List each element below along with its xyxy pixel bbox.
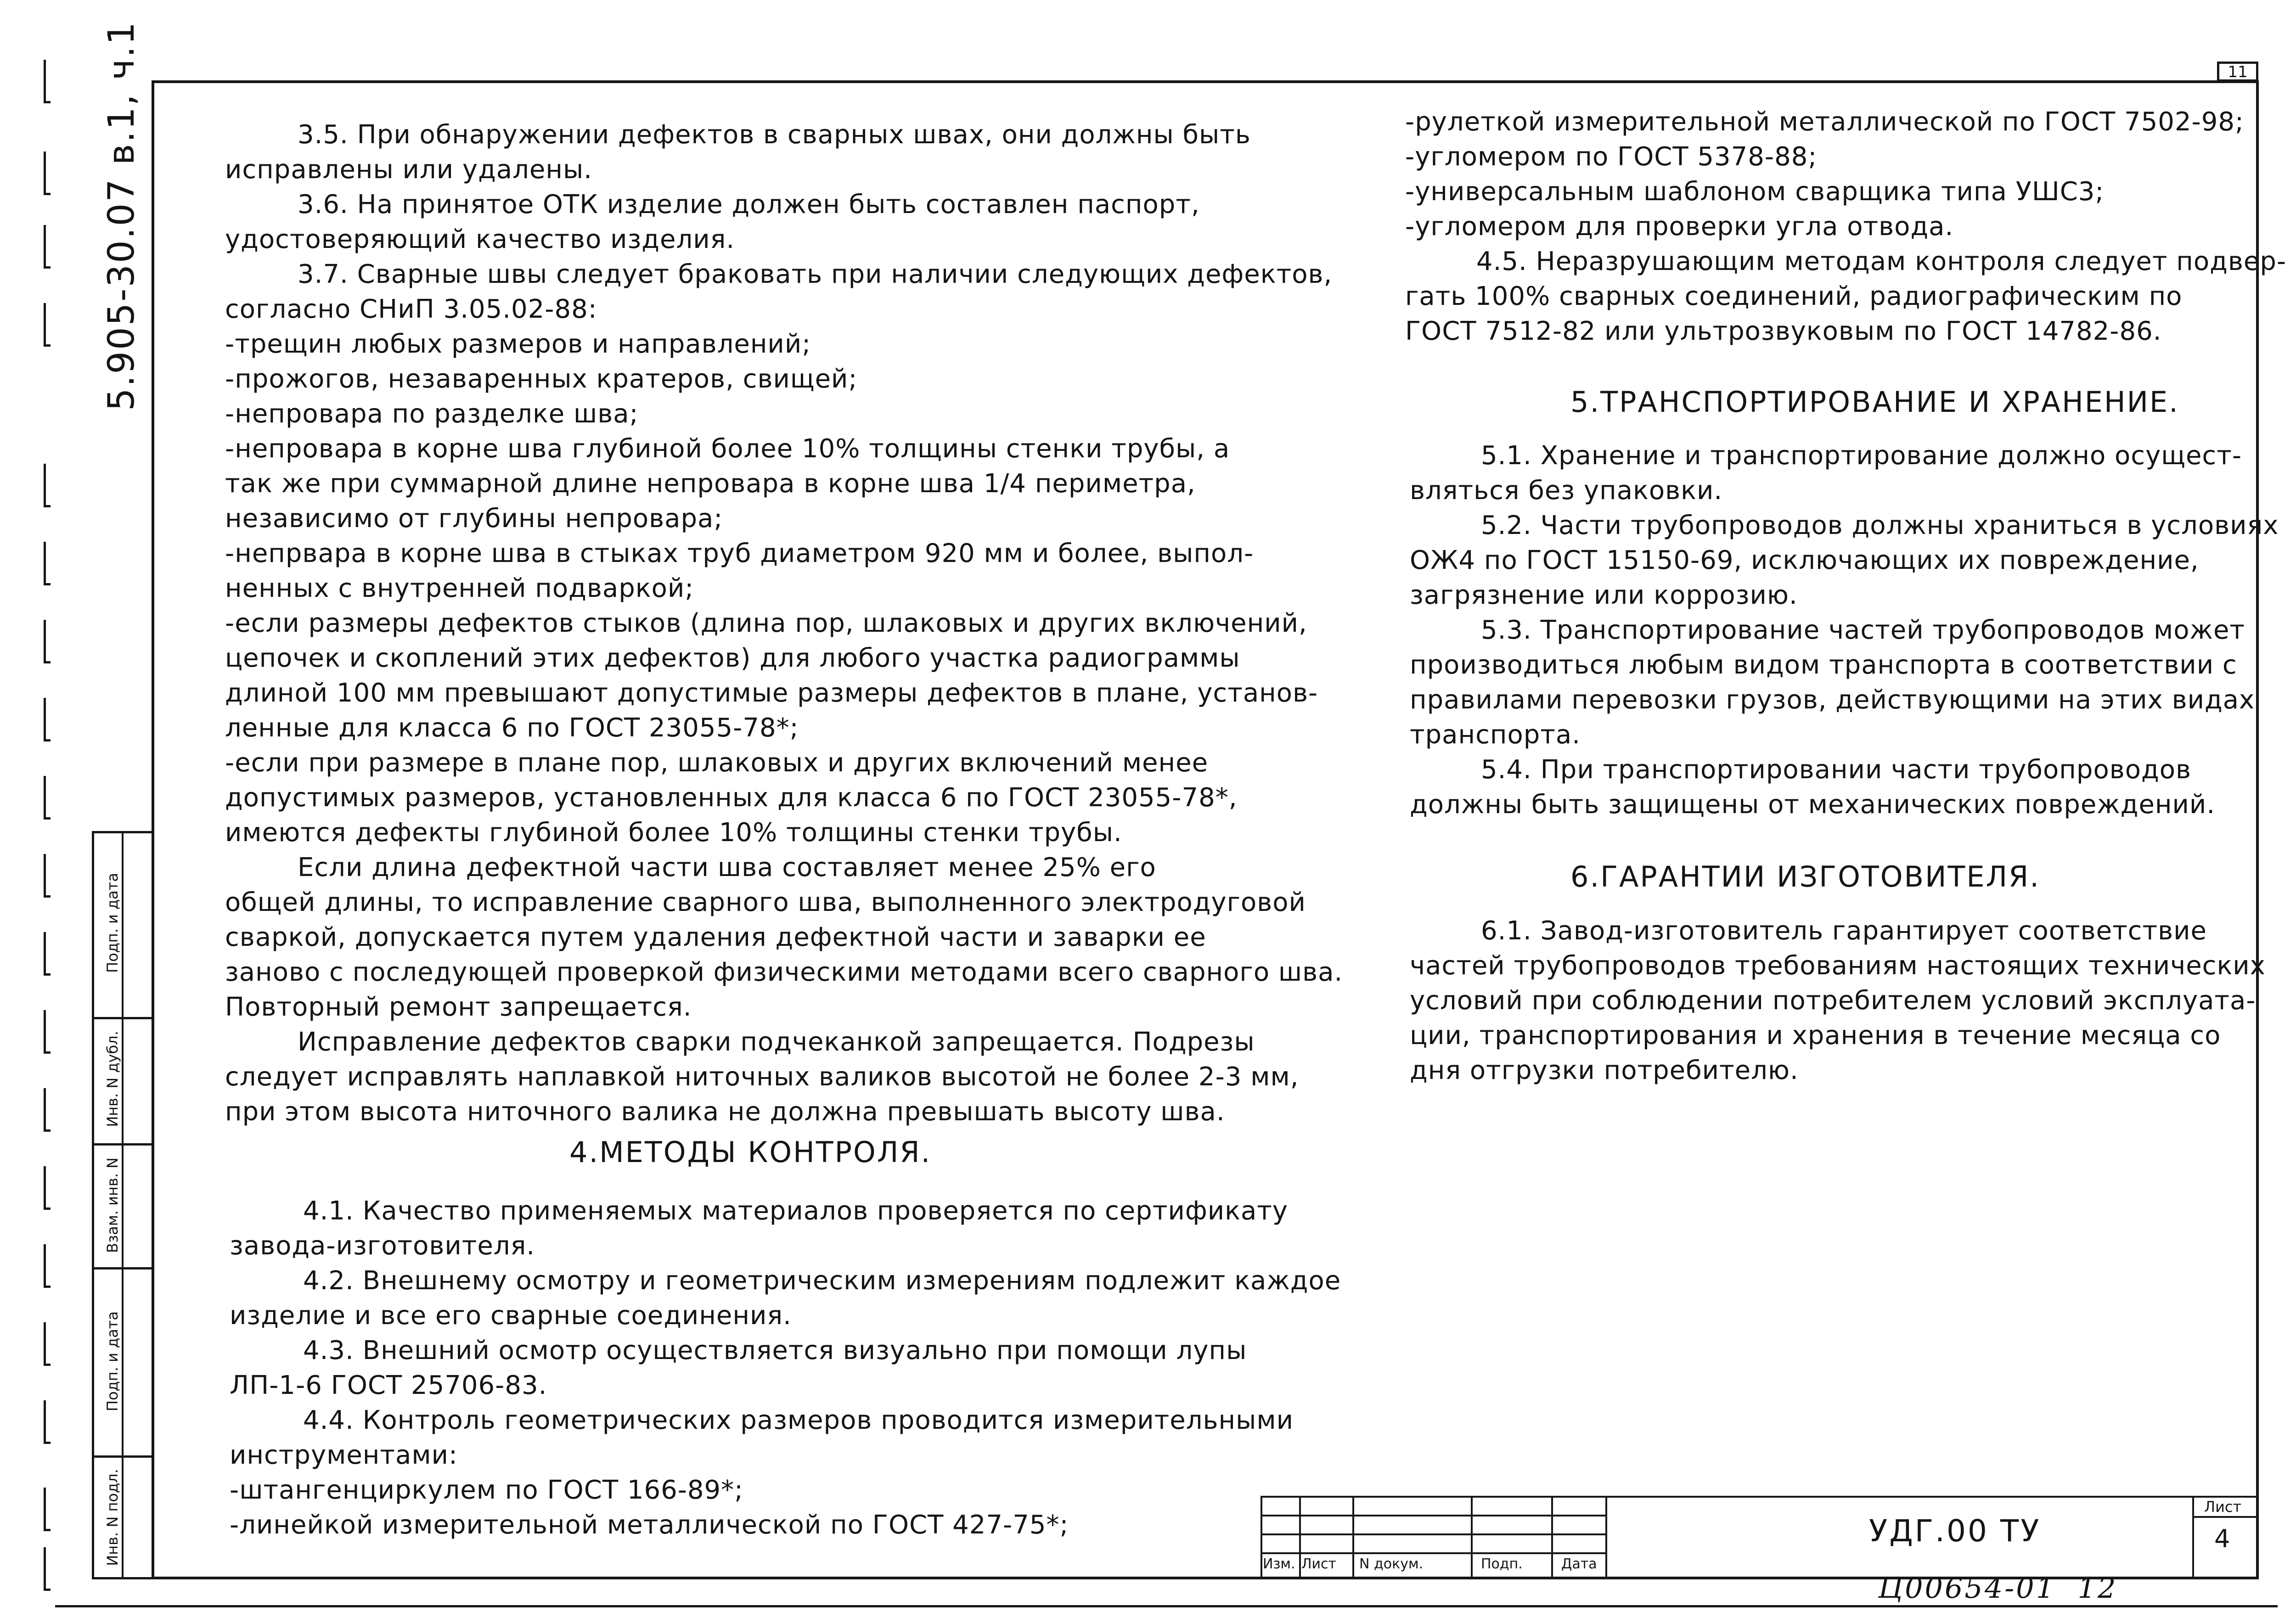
section-4-heading: 4.МЕТОДЫ КОНТРОЛЯ. <box>569 1135 932 1169</box>
text-line: 4.2. Внешнему осмотру и геометрическим измерениям подлежит каждое <box>303 1266 1341 1296</box>
document-designation: УДГ.00 ТУ <box>1869 1513 2041 1549</box>
text-line: вляться без упаковки. <box>1410 476 1723 505</box>
text-line: Исправление дефектов сварки подчеканкой запрещается. Подрезы <box>298 1027 1255 1057</box>
corner-sheet-number: 11 <box>2217 62 2258 82</box>
text-line: 6.1. Завод-изготовитель гарантирует соответствие <box>1481 916 2207 946</box>
text-line: условий при соблюдении потребителем условий эксплуата- <box>1410 986 2256 1016</box>
title-block-label: Изм. <box>1263 1556 1295 1572</box>
margin-mark <box>44 1244 51 1288</box>
text-line: исправлены или удалены. <box>225 155 592 185</box>
text-line: длиной 100 мм превышают допустимые размеры дефектов в плане, установ- <box>225 678 1318 708</box>
text-line: заново с последующей проверкой физическими методами всего сварного шва. <box>225 957 1343 987</box>
margin-mark <box>44 698 51 741</box>
margin-mark <box>44 225 51 269</box>
text-line: 4.1. Качество применяемых материалов проверяется по сертификату <box>303 1196 1289 1226</box>
margin-mark <box>44 932 51 976</box>
title-block-col <box>1471 1496 1473 1579</box>
text-line: -универсальным шаблоном сварщика типа УШС3; <box>1405 177 2105 207</box>
text-line: удостоверяющий качество изделия. <box>225 225 735 254</box>
text-line: -рулеткой измерительной металлической по ГОСТ 7502-98; <box>1405 107 2244 137</box>
text-line: правилами перевозки грузов, действующими на этих видах <box>1410 685 2255 715</box>
margin-mark <box>44 1322 51 1366</box>
stamp-inner-line <box>122 831 124 1579</box>
text-line: -если при размере в плане пор, шлаковых и других включений менее <box>225 748 1209 778</box>
text-line: Повторный ремонт запрещается. <box>225 992 692 1022</box>
title-block-col <box>1352 1496 1354 1579</box>
text-line: -штангенциркулем по ГОСТ 166-89*; <box>230 1475 744 1505</box>
document-code: 5.905-30.07 в.1, ч.1 <box>101 20 142 411</box>
text-line: 3.6. На принятое ОТК изделие должен быть составлен паспорт, <box>298 190 1200 219</box>
margin-mark <box>44 303 51 347</box>
text-line: независимо от глубины непровара; <box>225 504 723 534</box>
text-line: -непрвара в корне шва в стыках труб диаметром 920 мм и более, выпол- <box>225 539 1254 568</box>
text-line: 3.7. Сварные швы следует браковать при наличии следующих дефектов, <box>298 259 1333 289</box>
margin-mark <box>44 60 51 103</box>
text-line: -если размеры дефектов стыков (длина пор, шлаковых и других включений, <box>225 608 1307 638</box>
title-block-label: Дата <box>1561 1556 1597 1572</box>
title-block-label: Лист <box>1301 1556 1337 1572</box>
text-line: ненных с внутренней подваркой; <box>225 573 694 603</box>
text-line: -непровара в корне шва глубиной более 10% толщины стенки трубы, а <box>225 434 1230 464</box>
text-line: -угломером для проверки угла отвода. <box>1405 212 1954 241</box>
stamp-label: Инв. N подл. <box>104 1469 121 1566</box>
title-block-row <box>1261 1533 1607 1535</box>
title-block-col <box>2192 1496 2194 1579</box>
margin-mark <box>44 776 51 820</box>
text-line: гать 100% сварных соединений, радиографическим по <box>1405 281 2183 311</box>
text-line: 5.1. Хранение и транспортирование должно осущест- <box>1481 441 2242 471</box>
text-line: ОЖ4 по ГОСТ 15150-69, исключающих их повреждение, <box>1410 545 2199 575</box>
text-line: частей трубопроводов требованиям настоящих технических <box>1410 951 2266 981</box>
text-line: общей длины, то исправление сварного шва, выполненного электродуговой <box>225 887 1306 917</box>
title-block-col <box>1299 1496 1301 1579</box>
text-line: инструментами: <box>230 1440 458 1470</box>
text-line: 4.4. Контроль геометрических размеров проводится измерительными <box>303 1405 1294 1435</box>
title-block-row <box>1261 1515 1607 1516</box>
text-line: 5.2. Части трубопроводов должны храниться в условиях <box>1481 511 2279 540</box>
text-line: 4.5. Неразрушающим методам контроля следует подвер- <box>1476 247 2287 276</box>
text-line: -трещин любых размеров и направлений; <box>225 329 811 359</box>
text-line: 3.5. При обнаружении дефектов в сварных швах, они должны быть <box>298 120 1251 150</box>
text-line: загрязнение или коррозию. <box>1410 580 1798 610</box>
margin-mark <box>44 1088 51 1132</box>
text-line: -прожогов, незаваренных кратеров, свищей; <box>225 364 858 394</box>
text-line: ленные для класса 6 по ГОСТ 23055-78*; <box>225 713 799 743</box>
sheet-label: Лист <box>2204 1498 2242 1516</box>
text-line: 5.3. Транспортирование частей трубопроводов может <box>1481 615 2245 645</box>
text-line: цепочек и скоплений этих дефектов) для любого участка радиограммы <box>225 643 1240 673</box>
text-line: 4.3. Внешний осмотр осуществляется визуально при помощи лупы <box>303 1336 1247 1365</box>
text-line: ЛП-1-6 ГОСТ 25706-83. <box>230 1370 547 1400</box>
sheet-number: 4 <box>2214 1524 2230 1553</box>
stamp-label: Инв. N дубл. <box>104 1031 121 1127</box>
title-block-edge <box>1261 1496 1262 1579</box>
text-line: производиться любым видом транспорта в соответствии с <box>1410 650 2237 680</box>
title-block-col <box>1605 1496 1607 1579</box>
text-line: изделие и все его сварные соединения. <box>230 1301 792 1331</box>
title-block-label: N докум. <box>1359 1556 1424 1572</box>
margin-mark <box>44 542 51 585</box>
text-line: должны быть защищены от механических повреждений. <box>1410 790 2216 820</box>
text-line: -линейкой измерительной металлической по ГОСТ 427-75*; <box>230 1510 1069 1540</box>
text-line: -угломером по ГОСТ 5378-88; <box>1405 142 1818 172</box>
margin-mark <box>44 1166 51 1210</box>
stamp-label: Подп. и дата <box>104 873 121 973</box>
handwritten-inventory-number: Ц00654-01 12 <box>1878 1571 2118 1605</box>
title-block-col <box>1551 1496 1553 1579</box>
text-line: согласно СНиП 3.05.02-88: <box>225 294 597 324</box>
section-6-heading: 6.ГАРАНТИИ ИЗГОТОВИТЕЛЯ. <box>1570 860 2040 893</box>
margin-mark <box>44 1400 51 1444</box>
margin-mark <box>44 1010 51 1054</box>
text-line: так же при суммарной длине непровара в корне шва 1/4 периметра, <box>225 469 1196 499</box>
margin-mark <box>44 1547 51 1591</box>
text-line: при этом высота ниточного валика не должна превышать высоту шва. <box>225 1097 1225 1127</box>
text-line: имеются дефекты глубиной более 10% толщины стенки трубы. <box>225 818 1122 848</box>
trim-line <box>55 1605 2278 1607</box>
stamp-label: Взам. инв. N <box>104 1157 121 1253</box>
section-5-heading: 5.ТРАНСПОРТИРОВАНИЕ И ХРАНЕНИЕ. <box>1570 385 2179 419</box>
margin-mark <box>44 464 51 507</box>
text-line: Если длина дефектной части шва составляет менее 25% его <box>298 853 1156 882</box>
margin-mark <box>44 620 51 663</box>
text-line: ции, транспортирования и хранения в течение месяца со <box>1410 1021 2221 1050</box>
title-block-label: Подп. <box>1481 1556 1523 1572</box>
text-line: транспорта. <box>1410 720 1581 750</box>
title-block-row <box>2192 1516 2259 1518</box>
text-line: завода-изготовителя. <box>230 1231 535 1261</box>
text-line: ГОСТ 7512-82 или ультрозвуковым по ГОСТ 14782-86. <box>1405 316 2162 346</box>
text-line: -непровара по разделке шва; <box>225 399 639 429</box>
margin-mark <box>44 152 51 195</box>
title-block-row <box>1261 1552 1607 1554</box>
text-line: следует исправлять наплавкой ниточных валиков высотой не более 2-3 мм, <box>225 1062 1299 1092</box>
title-block-top <box>1261 1496 2259 1498</box>
text-line: дня отгрузки потребителю. <box>1410 1056 1799 1085</box>
text-line: сваркой, допускается путем удаления дефектной части и заварки ее <box>225 922 1206 952</box>
stamp-label: Подп. и дата <box>104 1311 121 1411</box>
text-line: 5.4. При транспортировании части трубопроводов <box>1481 755 2191 785</box>
margin-mark <box>44 854 51 898</box>
text-line: допустимых размеров, установленных для класса 6 по ГОСТ 23055-78*, <box>225 783 1238 813</box>
margin-mark <box>44 1488 51 1531</box>
